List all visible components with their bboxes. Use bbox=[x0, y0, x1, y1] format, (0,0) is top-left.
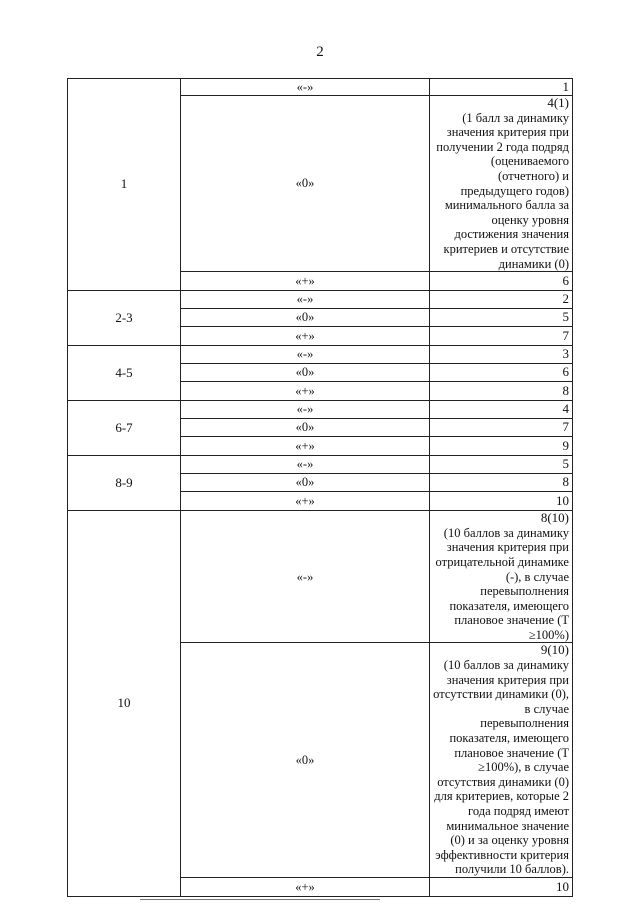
score-cell bbox=[430, 364, 573, 382]
group-label: 10 bbox=[68, 511, 181, 897]
table-row bbox=[68, 456, 573, 474]
score-cell bbox=[430, 877, 573, 896]
score-value: 8 bbox=[562, 382, 569, 398]
score-cell bbox=[430, 309, 573, 327]
score-cell bbox=[430, 382, 573, 401]
score-value: 2 bbox=[562, 291, 569, 307]
score-cell bbox=[430, 456, 573, 474]
score-note: (10 баллов за динамику значения критерия при отсутствии динамики (0), в случае перевыполнения показателя, имеющего плановое значение (T ≥100%), в случае отсутствия динамики (0) для критериев, которые 2 года подряд имеют минимальное значение (0) и за оценку уровня эффективности критерия получили 10 баллов). bbox=[433, 658, 569, 877]
table-row bbox=[68, 511, 573, 643]
dynamics-cell: «0» bbox=[181, 474, 430, 492]
dynamics-cell: «+» bbox=[181, 382, 430, 401]
dynamics-cell: «-» bbox=[181, 401, 430, 419]
score-cell bbox=[430, 346, 573, 364]
score-cell bbox=[430, 272, 573, 291]
dynamics-cell: «0» bbox=[181, 364, 430, 382]
dynamics-cell: «0» bbox=[181, 419, 430, 437]
group-label: 4-5 bbox=[68, 346, 181, 401]
score-cell bbox=[430, 437, 573, 456]
dynamics-cell: «-» bbox=[181, 79, 430, 96]
group-label: 2-3 bbox=[68, 291, 181, 346]
score-value: 4(1) bbox=[547, 95, 569, 110]
score-cell bbox=[430, 474, 573, 492]
dynamics-cell: «-» bbox=[181, 456, 430, 474]
score-cell bbox=[430, 401, 573, 419]
group-label: 6-7 bbox=[68, 401, 181, 456]
score-value: 9(10) bbox=[540, 642, 569, 658]
dynamics-cell: «-» bbox=[181, 291, 430, 309]
score-cell bbox=[430, 419, 573, 437]
score-value: 1 bbox=[562, 78, 569, 94]
score-cell bbox=[430, 96, 573, 272]
dynamics-cell: «+» bbox=[181, 877, 430, 896]
dynamics-cell: «+» bbox=[181, 327, 430, 346]
score-value: 3 bbox=[562, 346, 569, 362]
score-value: 5 bbox=[562, 309, 569, 325]
dynamics-cell: «-» bbox=[181, 346, 430, 364]
score-value: 10 bbox=[556, 878, 569, 894]
score-cell bbox=[430, 291, 573, 309]
table-row bbox=[68, 79, 573, 96]
score-note: (1 балл за динамику значения критерия при получении 2 года подряд (оцениваемого (отчетного) и предыдущего годов) минимального балла за оценку уровня достижения значения критериев и отсутствие динамики (0) bbox=[436, 110, 569, 271]
dynamics-cell: «+» bbox=[181, 437, 430, 456]
group-label: 8-9 bbox=[68, 456, 181, 511]
score-value: 4 bbox=[562, 401, 569, 417]
dynamics-cell: «-» bbox=[181, 511, 430, 643]
table-row bbox=[68, 401, 573, 419]
score-value: 5 bbox=[562, 456, 569, 472]
score-value: 8(10) bbox=[540, 510, 569, 526]
table-row bbox=[68, 291, 573, 309]
score-value: 10 bbox=[556, 492, 569, 508]
score-cell bbox=[430, 327, 573, 346]
dynamics-cell: «+» bbox=[181, 492, 430, 511]
page-number: 2 bbox=[316, 44, 324, 60]
score-table-body bbox=[68, 79, 573, 897]
score-cell bbox=[430, 492, 573, 511]
score-cell bbox=[430, 511, 573, 643]
score-value: 7 bbox=[562, 327, 569, 343]
score-cell bbox=[430, 79, 573, 96]
score-value: 6 bbox=[562, 272, 569, 288]
dynamics-cell: «+» bbox=[181, 272, 430, 291]
score-note: (10 баллов за динамику значения критерия при отрицательной динамике (-), в случае перевыполнения показателя, имеющего плановое значение (T ≥100%) bbox=[435, 525, 569, 642]
score-cell bbox=[430, 643, 573, 878]
dynamics-cell: «0» bbox=[181, 309, 430, 327]
group-label: 1 bbox=[68, 79, 181, 291]
score-table bbox=[67, 78, 573, 897]
score-value: 9 bbox=[562, 437, 569, 453]
dynamics-cell: «0» bbox=[181, 643, 430, 878]
score-value: 8 bbox=[562, 474, 569, 490]
score-value: 6 bbox=[562, 364, 569, 380]
footer-divider bbox=[140, 899, 380, 900]
dynamics-cell: «0» bbox=[181, 96, 430, 272]
table-row bbox=[68, 346, 573, 364]
score-value: 7 bbox=[562, 419, 569, 435]
